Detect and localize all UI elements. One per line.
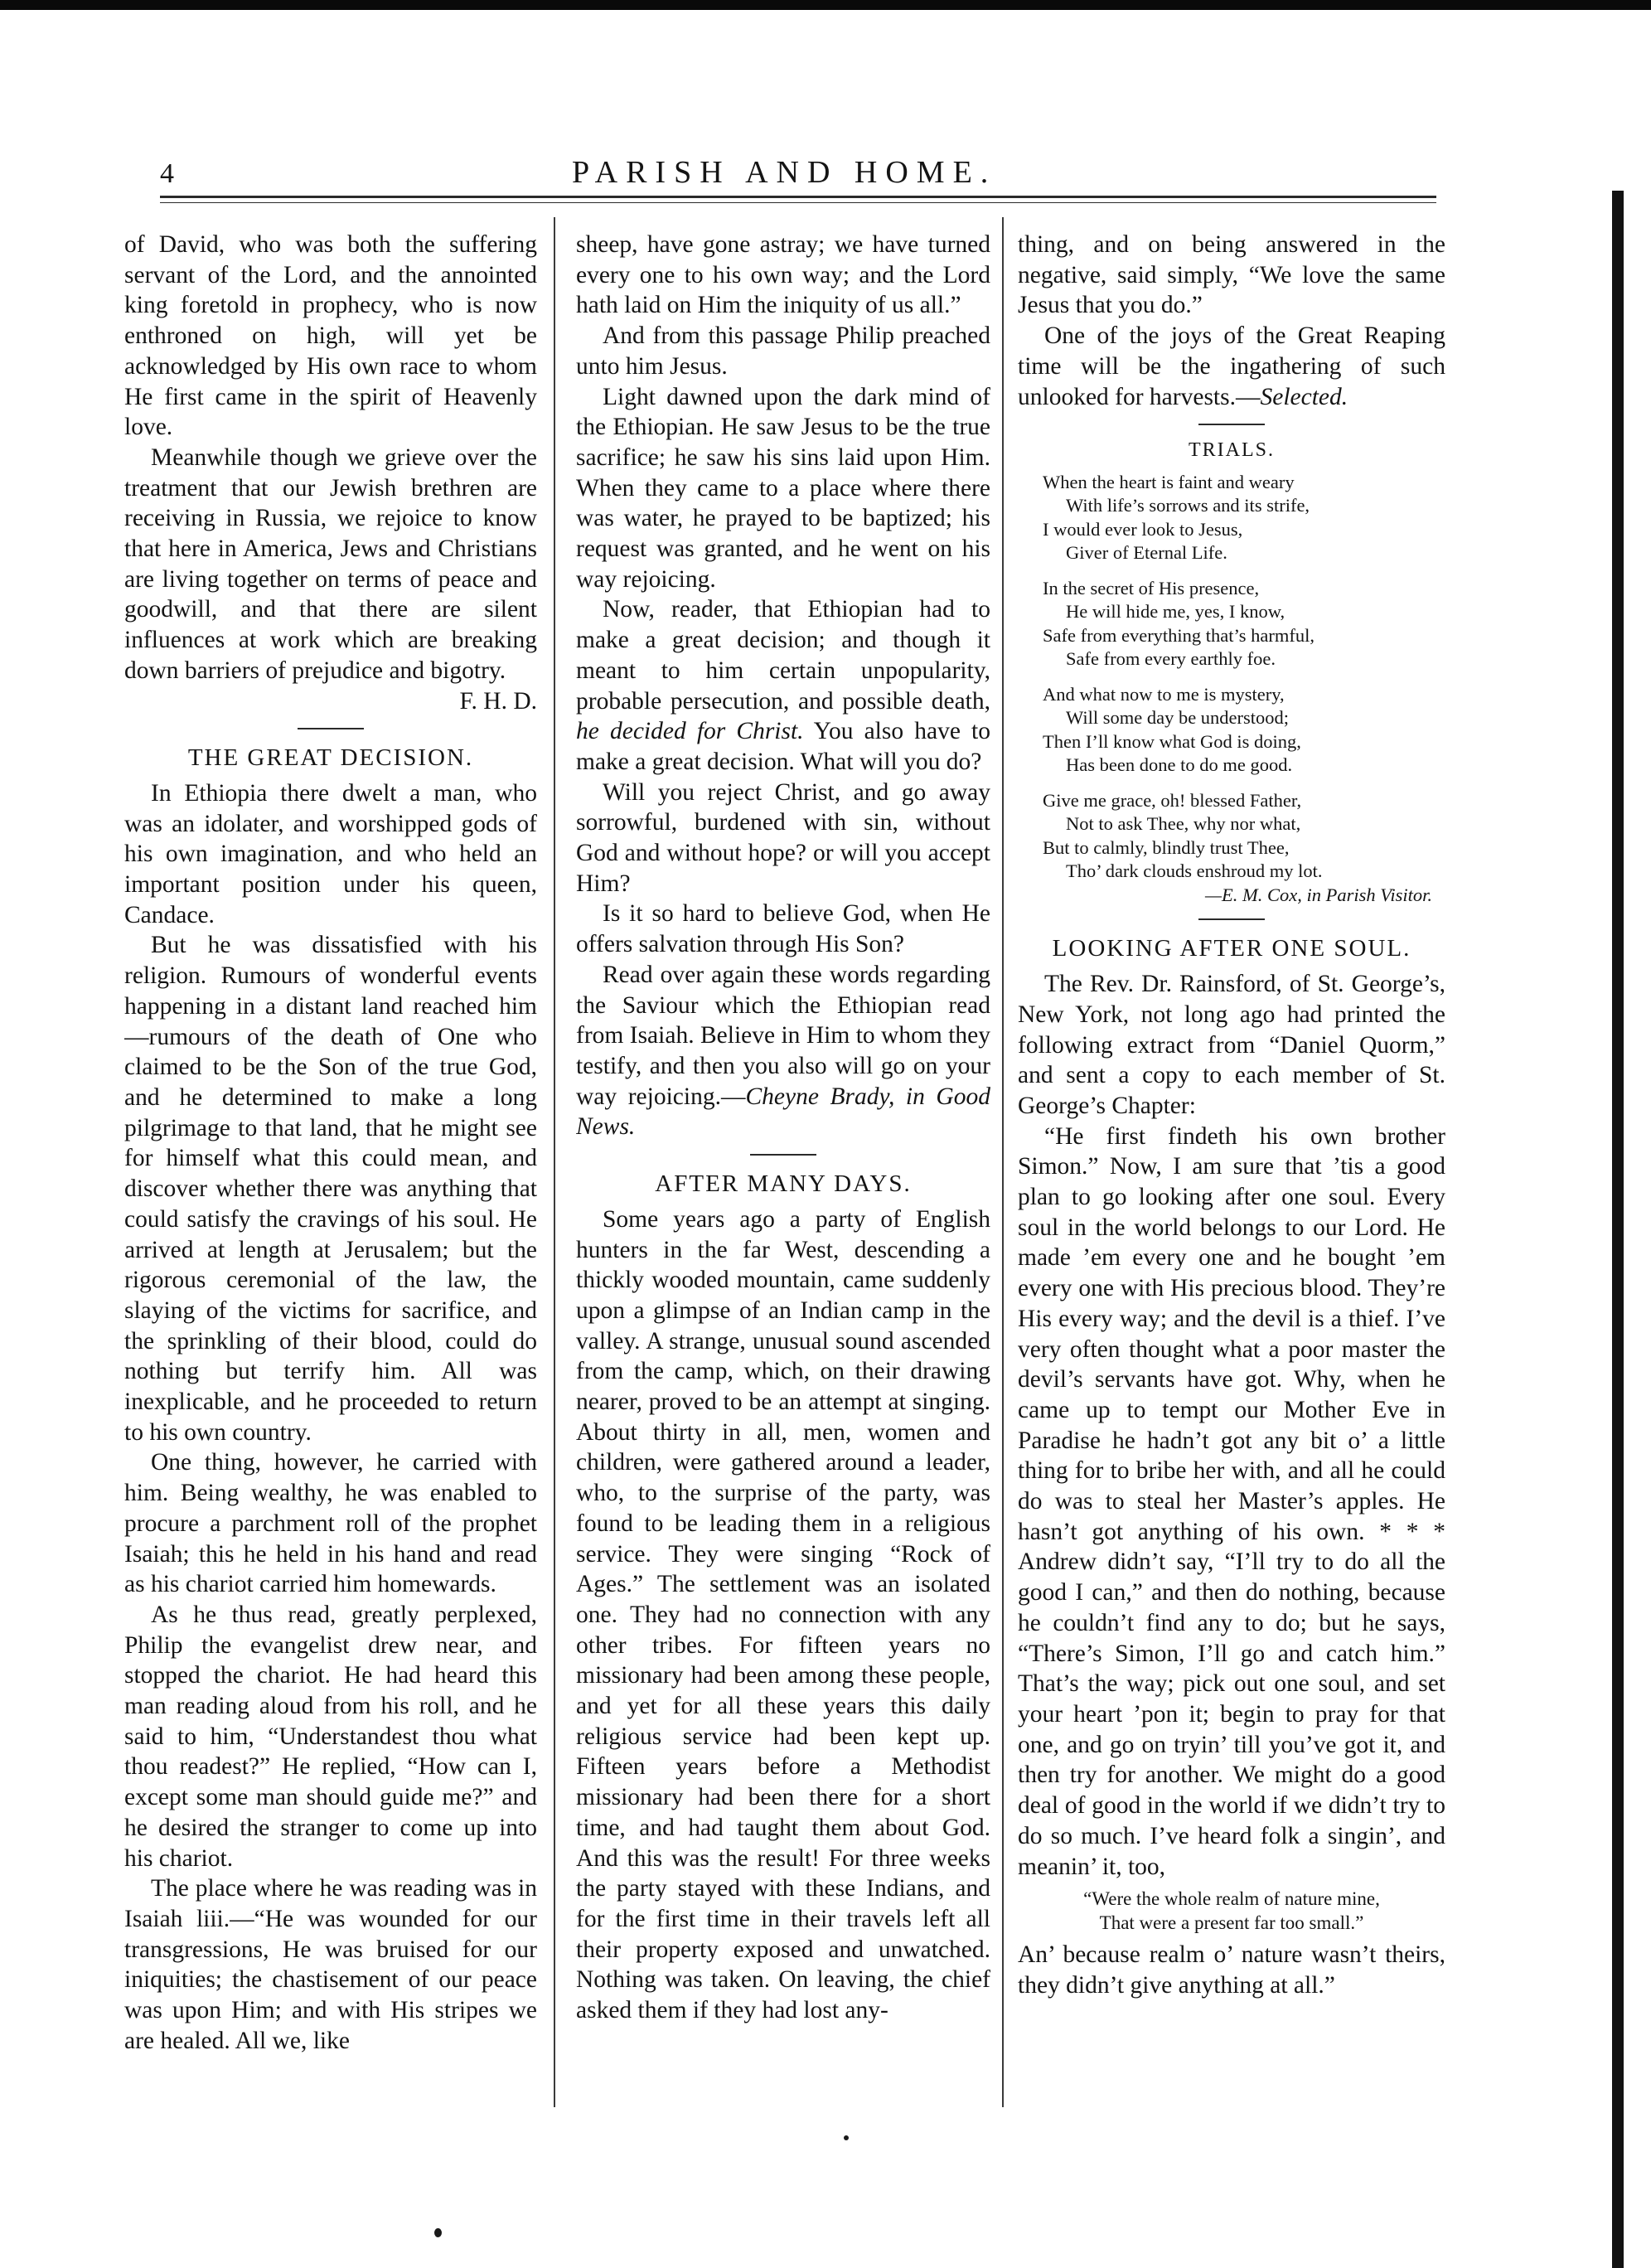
section-divider — [1198, 918, 1265, 920]
paragraph: As he thus read, greatly perplexed, Philip the evangelist drew near, and stopped the chariot. He had heard this man reading aloud from his roll, and he said to him, “Understandest thou what thou readest?” He replied, “How can I, except some man should guide me?” and he desired the stranger to come up into his chariot. — [124, 1601, 537, 1872]
poem-stanza — [1043, 789, 1445, 908]
header-rule-thin — [160, 202, 1436, 203]
italic-source: Selected. — [1260, 383, 1348, 410]
poem-line: He will hide me, yes, I know, — [1066, 601, 1285, 623]
poem-line: And what now to me is mystery, — [1043, 683, 1285, 705]
poem-line: Tho’ dark clouds enshroud my lot. — [1066, 860, 1323, 882]
paragraph: But he was dissatisfied with his religion. Rumours of wonderful events happening in a distant land reached him—rumours of the death of One who claimed to be the Son of the true God, and he determined to make a long pilgrimage to that land, that he might see for himself what this could mean, and discover whether there was anything that could satisfy the cravings of his soul. He arrived at length at Jerusalem; but the rigorous ceremonial of the law, the slaying of the victims for sacrifice, and the sprinkling of their blood, could do nothing but terrify him. All was inexplicable, and he proceeded to return to his own country. — [124, 932, 537, 1446]
poem-trials — [1043, 471, 1445, 908]
poem-line: But to calmly, blindly trust Thee, — [1043, 836, 1290, 858]
section-title-one-soul: LOOKING AFTER ONE SOUL. — [1052, 935, 1411, 962]
header-rule-thick — [160, 196, 1436, 198]
page-number: 4 — [160, 158, 174, 189]
ink-speck — [844, 2135, 849, 2140]
poem-line: Give me grace, oh! blessed Father, — [1043, 789, 1302, 811]
paragraph: Is it so hard to believe God, when He offers salvation through His Son? — [576, 900, 990, 958]
column-2 — [576, 230, 990, 2252]
text-run: Now, reader, that Ethiopian had to make a great decision; and though it meant to him certain unpopularity, probable persecution, and possible death, — [576, 596, 990, 715]
running-head: PARISH AND HOME. — [572, 155, 997, 190]
paragraph: Will you reject Christ, and go away sorrowful, burdened with sin, without God and without hope? or will you accept Him? — [576, 778, 990, 897]
paragraph: The place where he was reading was in Isaiah liii.—“He was wounded for our transgressions, He was bruised for our iniquities; the chastisement of our peace was upon Him; and with His stripes we are healed. All we, like — [124, 1875, 537, 2054]
ink-speck — [434, 2228, 442, 2237]
poem-line: Then I’ll know what God is doing, — [1043, 730, 1301, 752]
quote-line: That were a present far too small.” — [1099, 1912, 1364, 1934]
section-title-after-many-days: AFTER MANY DAYS. — [655, 1170, 912, 1198]
poem-line: With life’s sorrows and its strife, — [1066, 495, 1310, 516]
paragraph — [576, 594, 990, 777]
right-scan-edge — [1612, 191, 1624, 2268]
paragraph: thing, and on being answered in the negative, said simply, “We love the same Jesus that you do.” — [1018, 231, 1445, 319]
signature: F. H. D. — [459, 687, 537, 715]
poem-line: Safe from every earthly foe. — [1066, 648, 1276, 670]
poem-attribution: —E. M. Cox, in Parish Visitor. — [1205, 884, 1432, 905]
verse-quote — [1018, 1887, 1445, 1935]
paragraph: An’ because realm o’ nature wasn’t theirs, they didn’t give anything at all.” — [1018, 1941, 1445, 1999]
paragraph — [1018, 321, 1445, 412]
top-scan-border — [0, 0, 1651, 10]
italic-source: Cheyne Brady, in Good News. — [576, 1083, 990, 1141]
column-3 — [1018, 230, 1445, 2252]
poem-line: Giver of Eternal Life. — [1066, 542, 1227, 564]
paragraph: And from this passage Philip preached unto him Jesus. — [576, 322, 990, 380]
italic-text: he decided for Christ. — [576, 718, 804, 745]
paragraph: Meanwhile though we grieve over the treatment that our Jewish brethren are receiving in Russia, we rejoice to know that here in America, Jews and Christians are living together on terms of peace and goodwill, and that there are silent influences at work which are breaking down barriers of prejudice and bigotry. — [124, 443, 537, 684]
paragraph: In Ethiopia there dwelt a man, who was an idolater, and worshipped gods of his own imagination, and who held an important position under his queen, Candace. — [124, 779, 537, 928]
text-run: You also have to make a great decision. What will you do? — [576, 718, 990, 775]
paragraph: Some years ago a party of English hunters in the far West, descending a thickly wooded mountain, came suddenly upon a glimpse of an Indian camp in the valley. A strange, unusual sound ascended from the camp, which, on their drawing nearer, proved to be an attempt at singing. About thirty in all, men, women and children, were gathered around a leader, who, to the surprise of the party, was found to be leading them in a religious service. They were singing “Rock of Ages.” The settlement was an isolated one. They had no connection with any other tribes. For fifteen years no missionary had been among these people, and yet for all these years this daily religious service had been kept up. Fifteen years before a Methodist missionary had been there for a short time, and had taught them about God. And this was the result! For three weeks the party stayed with these Indians, and for the first time in their travels left all their property exposed and unwatched. Nothing was taken. On leaving, the chief asked them if they had lost any- — [576, 1205, 990, 2024]
text-run: One of the joys of the Great Reaping time will be the ingathering of such unlooked for harvests.— — [1018, 322, 1445, 410]
paragraph: Light dawned upon the dark mind of the Ethiopian. He saw Jesus to be the true sacrifice; he saw his sins laid upon Him. When they came to a place where there was water, he prayed to be baptized; his request was granted, and he went on his way rejoicing. — [576, 383, 990, 593]
paragraph: “He first findeth his own brother Simon.” Now, I am sure that ’tis a good plan to go looking after one soul. Every soul in the world belongs to our Lord. He made ’em every one and he bought ’em every one with His precious blood. They’re His every way; and the devil is a thief. I’ve very often thought what a poor master the devil’s servants have got. Why, when he came up to tempt our Mother Eve in Paradise he hadn’t got any bit o’ a little thing for to bribe her with, and all he could do was to steal her Master’s apples. He hasn’t got anything of his own. * * * Andrew didn’t say, “I’ll try to do all the good I can,” and then do nothing, because he couldn’t find any to do; but he says, “There’s Simon, I’ll go and catch him.” That’s the way; pick out one soul, and set your heart ’pon it; begin to pray for that one, and go on tryin’ till you’ve got it, and then try for another. We might do a good deal of good in the world if we didn’t try to do so much. I’ve heard folk a singin’, and meanin’ it, too, — [1018, 1122, 1445, 1880]
paragraph: The Rev. Dr. Rainsford, of St. George’s, New York, not long ago had printed the following extract from “Daniel Quorm,” and sent a copy to each member of St. George’s Chapter: — [1018, 971, 1445, 1119]
column-divider-2 — [1002, 217, 1004, 2107]
poem-line: When the heart is faint and weary — [1043, 471, 1295, 492]
column-divider-1 — [554, 217, 555, 2107]
poem-stanza — [1043, 577, 1445, 671]
column-1 — [124, 230, 537, 2252]
paragraph: sheep, have gone astray; we have turned every one to his own way; and the Lord hath laid on Him the iniquity of us all.” — [576, 231, 990, 319]
poem-line: I would ever look to Jesus, — [1043, 518, 1243, 540]
poem-line: Will some day be understood; — [1066, 707, 1290, 729]
section-divider — [298, 728, 364, 729]
poem-stanza — [1043, 683, 1445, 778]
poem-line: In the secret of His presence, — [1043, 577, 1260, 598]
section-title-trials: TRIALS. — [1189, 439, 1275, 462]
section-divider — [750, 1154, 816, 1156]
text-run: Read over again these words regarding the Saviour which the Ethiopian read from Isaiah. Believe in Him to whom they testify, and then you also will go on your way rejoicing.— — [576, 961, 990, 1110]
paragraph: of David, who was both the suffering servant of the Lord, and the annointed king foretold in prophecy, who is now enthroned on high, will yet be acknowledged by His own race to whom He first came in the spirit of Heavenly love. — [124, 231, 537, 441]
section-divider — [1198, 424, 1265, 425]
poem-line: Has been done to do me good. — [1066, 754, 1293, 776]
poem-stanza — [1043, 471, 1445, 565]
section-title-great-decision: THE GREAT DECISION. — [187, 744, 474, 772]
poem-line: Not to ask Thee, why nor what, — [1066, 813, 1301, 835]
poem-line: Safe from everything that’s harmful, — [1043, 624, 1315, 646]
quote-line: “Were the whole realm of nature mine, — [1083, 1888, 1380, 1910]
paragraph — [576, 960, 990, 1142]
paragraph: One thing, however, he carried with him. Being wealthy, he was enabled to procure a parchment roll of the prophet Isaiah; this he held in his hand and read as his chariot carried him homewards. — [124, 1449, 537, 1598]
